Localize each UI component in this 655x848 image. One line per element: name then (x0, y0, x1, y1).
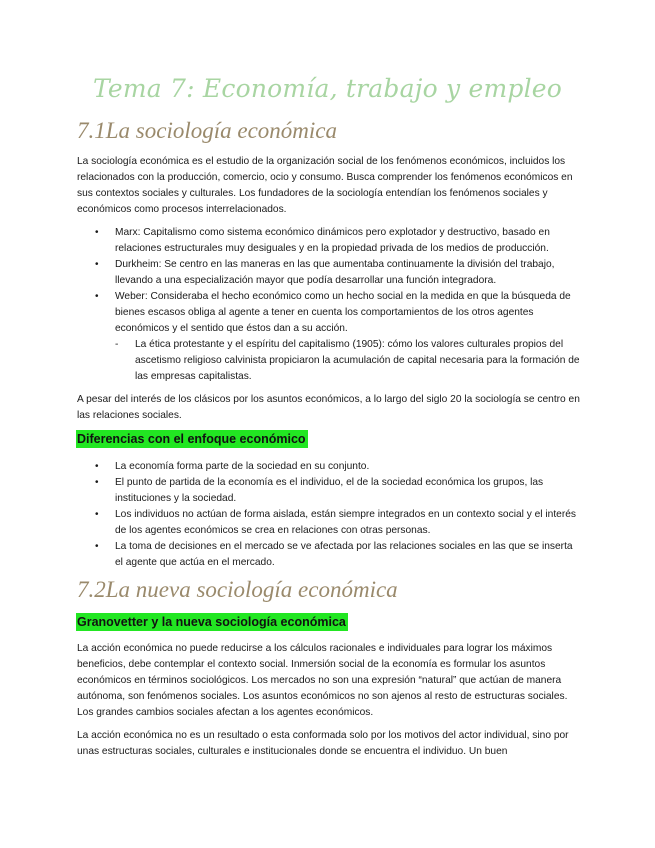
list-item: • Durkheim: Se centro en las maneras en las que aumentaba continuamente la división del trabajo, llevando a una especialización mayor que podía desarrollar una función integradora. (95, 259, 555, 286)
bullet-icon: • (95, 541, 99, 552)
bullet-icon: • (95, 461, 99, 472)
list-item: • Marx: Capitalismo como sistema económico dinámicos pero explotador y destructivo, basado en relaciones estructurales muy desiguales y en la propiedad privada de los medios de producción. (95, 227, 550, 254)
sub-list-item: - La ética protestante y el espíritu del capitalismo (1905): cómo los valores culturales propios del ascetismo religioso calvinista propiciaron la acumulación de capital necesaria para la formación de las empresas capitalistas. (115, 339, 580, 382)
dash-icon: - (115, 339, 119, 350)
bullet-icon: • (95, 259, 99, 270)
list-item: • La toma de decisiones en el mercado se ve afectada por las relaciones sociales en las que se inserta el agente que actúa en el mercado. (95, 541, 573, 568)
highlight-heading-granovetter: Granovetter y la nueva sociología económica (77, 615, 346, 629)
section-heading-7-1: 7.1La sociología económica (77, 118, 337, 143)
bullet-icon: • (95, 509, 99, 520)
paragraph-granovetter-2: La acción económica no es un resultado o esta conformada solo por los motivos del actor individual, sino por unas estructuras sociales, culturales e institucionales donde se encuentra el individuo. Un buen (77, 730, 569, 757)
intro-paragraph: La sociología económica es el estudio de la organización social de los fenómenos económicos, incluidos los relacionados con la producción, comercio, ocio y consumo. Busca comprender los fenómenos económicos en sus contextos sociales y culturales. Los fundadores de la sociología entendían los fenómenos sociales y económicos como procesos interrelacionados. (77, 156, 573, 215)
list-item: • Weber: Consideraba el hecho económico como un hecho social en la medida en que la búsqueda de bienes escasos obliga al agente a tener en cuenta los comportamientos de los otros agentes económicos y el sentido que éstos dan a su acción. (95, 291, 571, 334)
list-item: • La economía forma parte de la sociedad en su conjunto. (77, 459, 582, 475)
bullet-icon: • (95, 227, 99, 238)
highlight-heading-diferencias: Diferencias con el enfoque económico (77, 432, 306, 446)
paragraph-granovetter-1: La acción económica no puede reducirse a los cálculos racionales e individuales para lograr los máximos beneficios, debe contemplar el contexto social. Inmersión social de la economía es formular los asuntos económicos en términos sociológicos. Los mercados no son una expresión “natural” que actúan de manera autónoma, son fenómenos sociales. Los asuntos económicos no son ajenos al resto de estructuras sociales. Los grandes cambios sociales afectan a los agentes económicos. (77, 643, 568, 718)
section-heading-7-2: 7.2La nueva sociología económica (77, 577, 398, 602)
bullet-icon: • (95, 291, 99, 302)
page-title: Tema 7: Economía, trabajo y empleo (92, 74, 563, 103)
list-item: • El punto de partida de la economía es el individuo, el de la sociedad económica los grupos, las instituciones y la sociedad. (95, 477, 544, 504)
founders-list (77, 225, 582, 385)
closing-paragraph: A pesar del interés de los clásicos por los asuntos económicos, a lo largo del siglo 20 la sociología se centro en las relaciones sociales. (77, 394, 580, 421)
bullet-icon: • (95, 477, 99, 488)
list-item: • Los individuos no actúan de forma aislada, están siempre integrados en un contexto social y el interés de los agentes económicos se crea en relaciones con otras personas. (95, 509, 576, 536)
differences-list (77, 459, 582, 571)
